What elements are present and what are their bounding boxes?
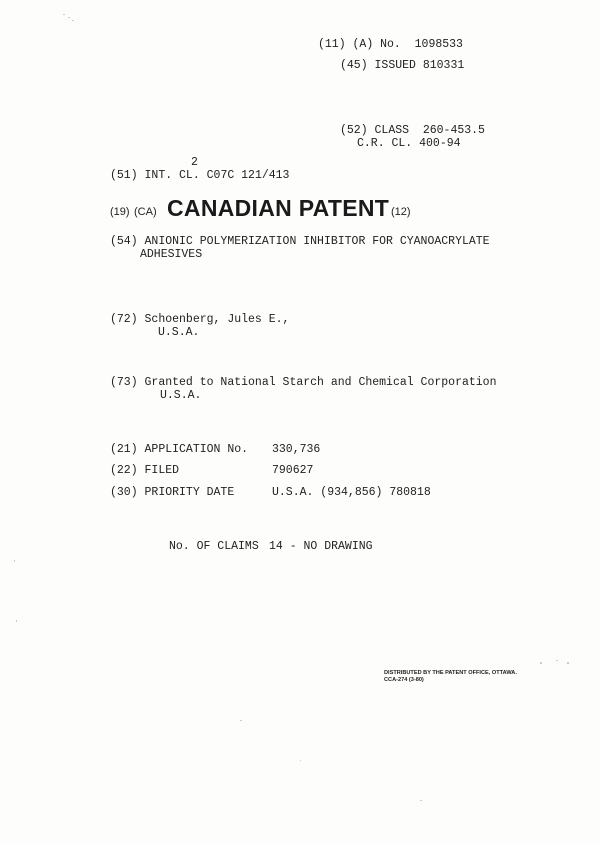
inventor-name: Schoenberg, Jules E., (144, 313, 290, 326)
form-code: CCA-274 (3-80) (384, 677, 424, 683)
patent-number-value: 1098533 (414, 38, 463, 51)
priority-code: (30) (110, 486, 138, 499)
grantee-text: Granted to National Starch and Chemical Corporation (144, 376, 497, 389)
invention-code: (54) (110, 235, 138, 248)
title-code-right: (12) (391, 206, 411, 218)
inventor-country: U.S.A. (158, 326, 200, 339)
filed-line (110, 464, 179, 477)
int-cl-line (110, 169, 289, 182)
invention-title-line2: ADHESIVES (140, 248, 203, 261)
invention-line1 (110, 235, 490, 248)
filed-value: 790627 (272, 464, 314, 477)
class-line (340, 124, 485, 137)
patent-number-code: (11) (318, 38, 346, 51)
inventor-code: (72) (110, 313, 138, 326)
issued-line (340, 59, 464, 72)
priority-label: PRIORITY DATE (144, 486, 235, 499)
priority-value: U.S.A. (934,856) 780818 (272, 486, 431, 499)
document-title: CANADIAN PATENT (167, 195, 390, 221)
application-line (110, 443, 248, 456)
claims-label: No. OF CLAIMS (169, 540, 259, 553)
issued-label: ISSUED (374, 59, 416, 72)
int-cl-superscript: 2 (191, 156, 198, 169)
application-label: APPLICATION No. (144, 443, 249, 456)
claims-value: 14 - NO DRAWING (269, 540, 373, 553)
issued-code: (45) (340, 59, 368, 72)
invention-title-line1: ANIONIC POLYMERIZATION INHIBITOR FOR CYANOACRYLATE (144, 235, 490, 248)
int-cl-code: (51) (110, 169, 138, 182)
filed-code: (22) (110, 464, 138, 477)
grantee-code: (73) (110, 376, 138, 389)
cr-class-label: C.R. CL. (357, 137, 413, 150)
class-code: (52) (340, 124, 368, 137)
class-label: CLASS (374, 124, 410, 137)
patent-number-line (318, 38, 463, 51)
priority-line (110, 486, 234, 499)
issued-value: 810331 (422, 59, 465, 72)
cr-class-value: 400-94 (419, 137, 461, 150)
grantee-country: U.S.A. (160, 389, 202, 402)
class-value: 260-453.5 (422, 124, 485, 137)
cr-class-line (357, 137, 461, 150)
application-value: 330,736 (272, 443, 321, 456)
int-cl-label: INT. CL. (144, 169, 200, 182)
distribution-notice: DISTRIBUTED BY THE PATENT OFFICE, OTTAWA. (384, 670, 517, 676)
patent-number-prefix: (A) No. (352, 38, 401, 51)
int-cl-value: C07C 121/413 (206, 169, 290, 182)
inventor-line (110, 313, 289, 326)
grantee-line (110, 376, 496, 389)
title-ca: (CA) (134, 206, 157, 218)
title-code-left: (19) (110, 206, 130, 218)
application-code: (21) (110, 443, 138, 456)
filed-label: FILED (144, 464, 180, 477)
